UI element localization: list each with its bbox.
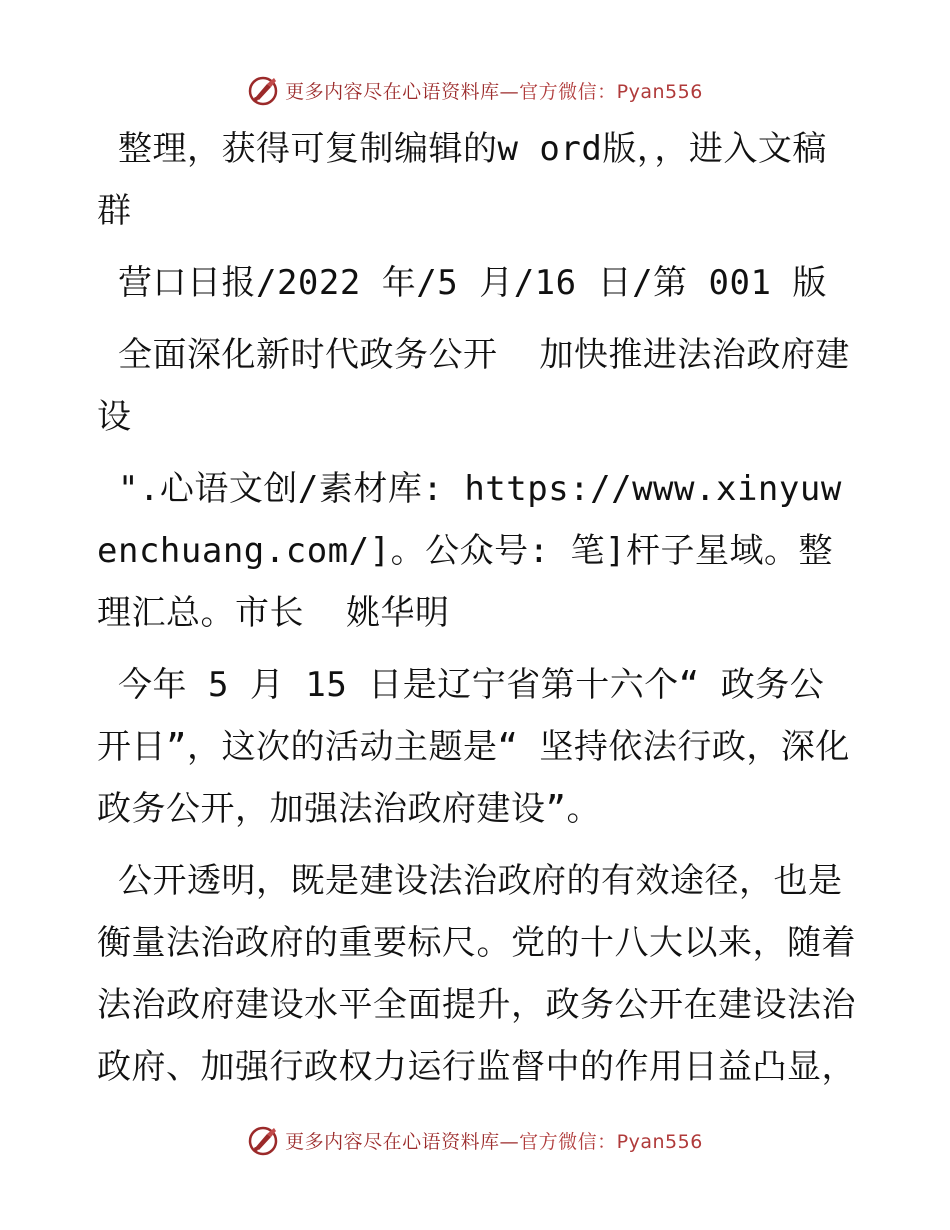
brush-logo-icon [247,1124,279,1156]
footer-banner-separator: — [499,1130,520,1153]
header-banner [0,70,950,110]
footer-banner-text [285,1127,703,1154]
paragraph-intro: 整理，获得可复制编辑的w ord版，，进入文稿群 [97,129,827,231]
header-banner-title: 更多内容尽在心语资料库 [285,80,500,103]
footer-banner-wechat: 官方微信：Pyan556 [519,1130,703,1153]
paragraph-event: 今年 5 月 15 日是辽宁省第十六个“ 政务公开日”，这次的活动主题是“ 坚持依法行政，深化政务公开，加强法治政府建设”。 [97,665,850,829]
header-banner-text [285,77,703,104]
header-banner-separator: — [499,80,520,103]
brush-logo-icon [247,74,279,106]
paragraph-source: 营口日报/2022 年/5 月/16 日/第 001 版 [97,263,827,303]
header-banner-wechat: 官方微信：Pyan556 [519,80,703,103]
article-title: 全面深化新时代政务公开 加快推进法治政府建设 [97,335,850,437]
footer-banner-title: 更多内容尽在心语资料库 [285,1130,500,1153]
paragraph-main: 公开透明，既是建设法治政府的有效途径，也是衡量法治政府的重要标尺。党的十八大以来，随着法治政府建设水平全面提升，政务公开在建设法治政府、加强行政权力运行监督中的作用日益凸显， [97,861,856,1087]
document-body [97,118,857,1108]
footer-banner [0,1120,950,1160]
paragraph-author: ".心语文创/素材库: https://www.xinyuwenchuang.com/]。公众号: 笔]杆子星域。整理汇总。市长 姚华明 [97,469,842,633]
